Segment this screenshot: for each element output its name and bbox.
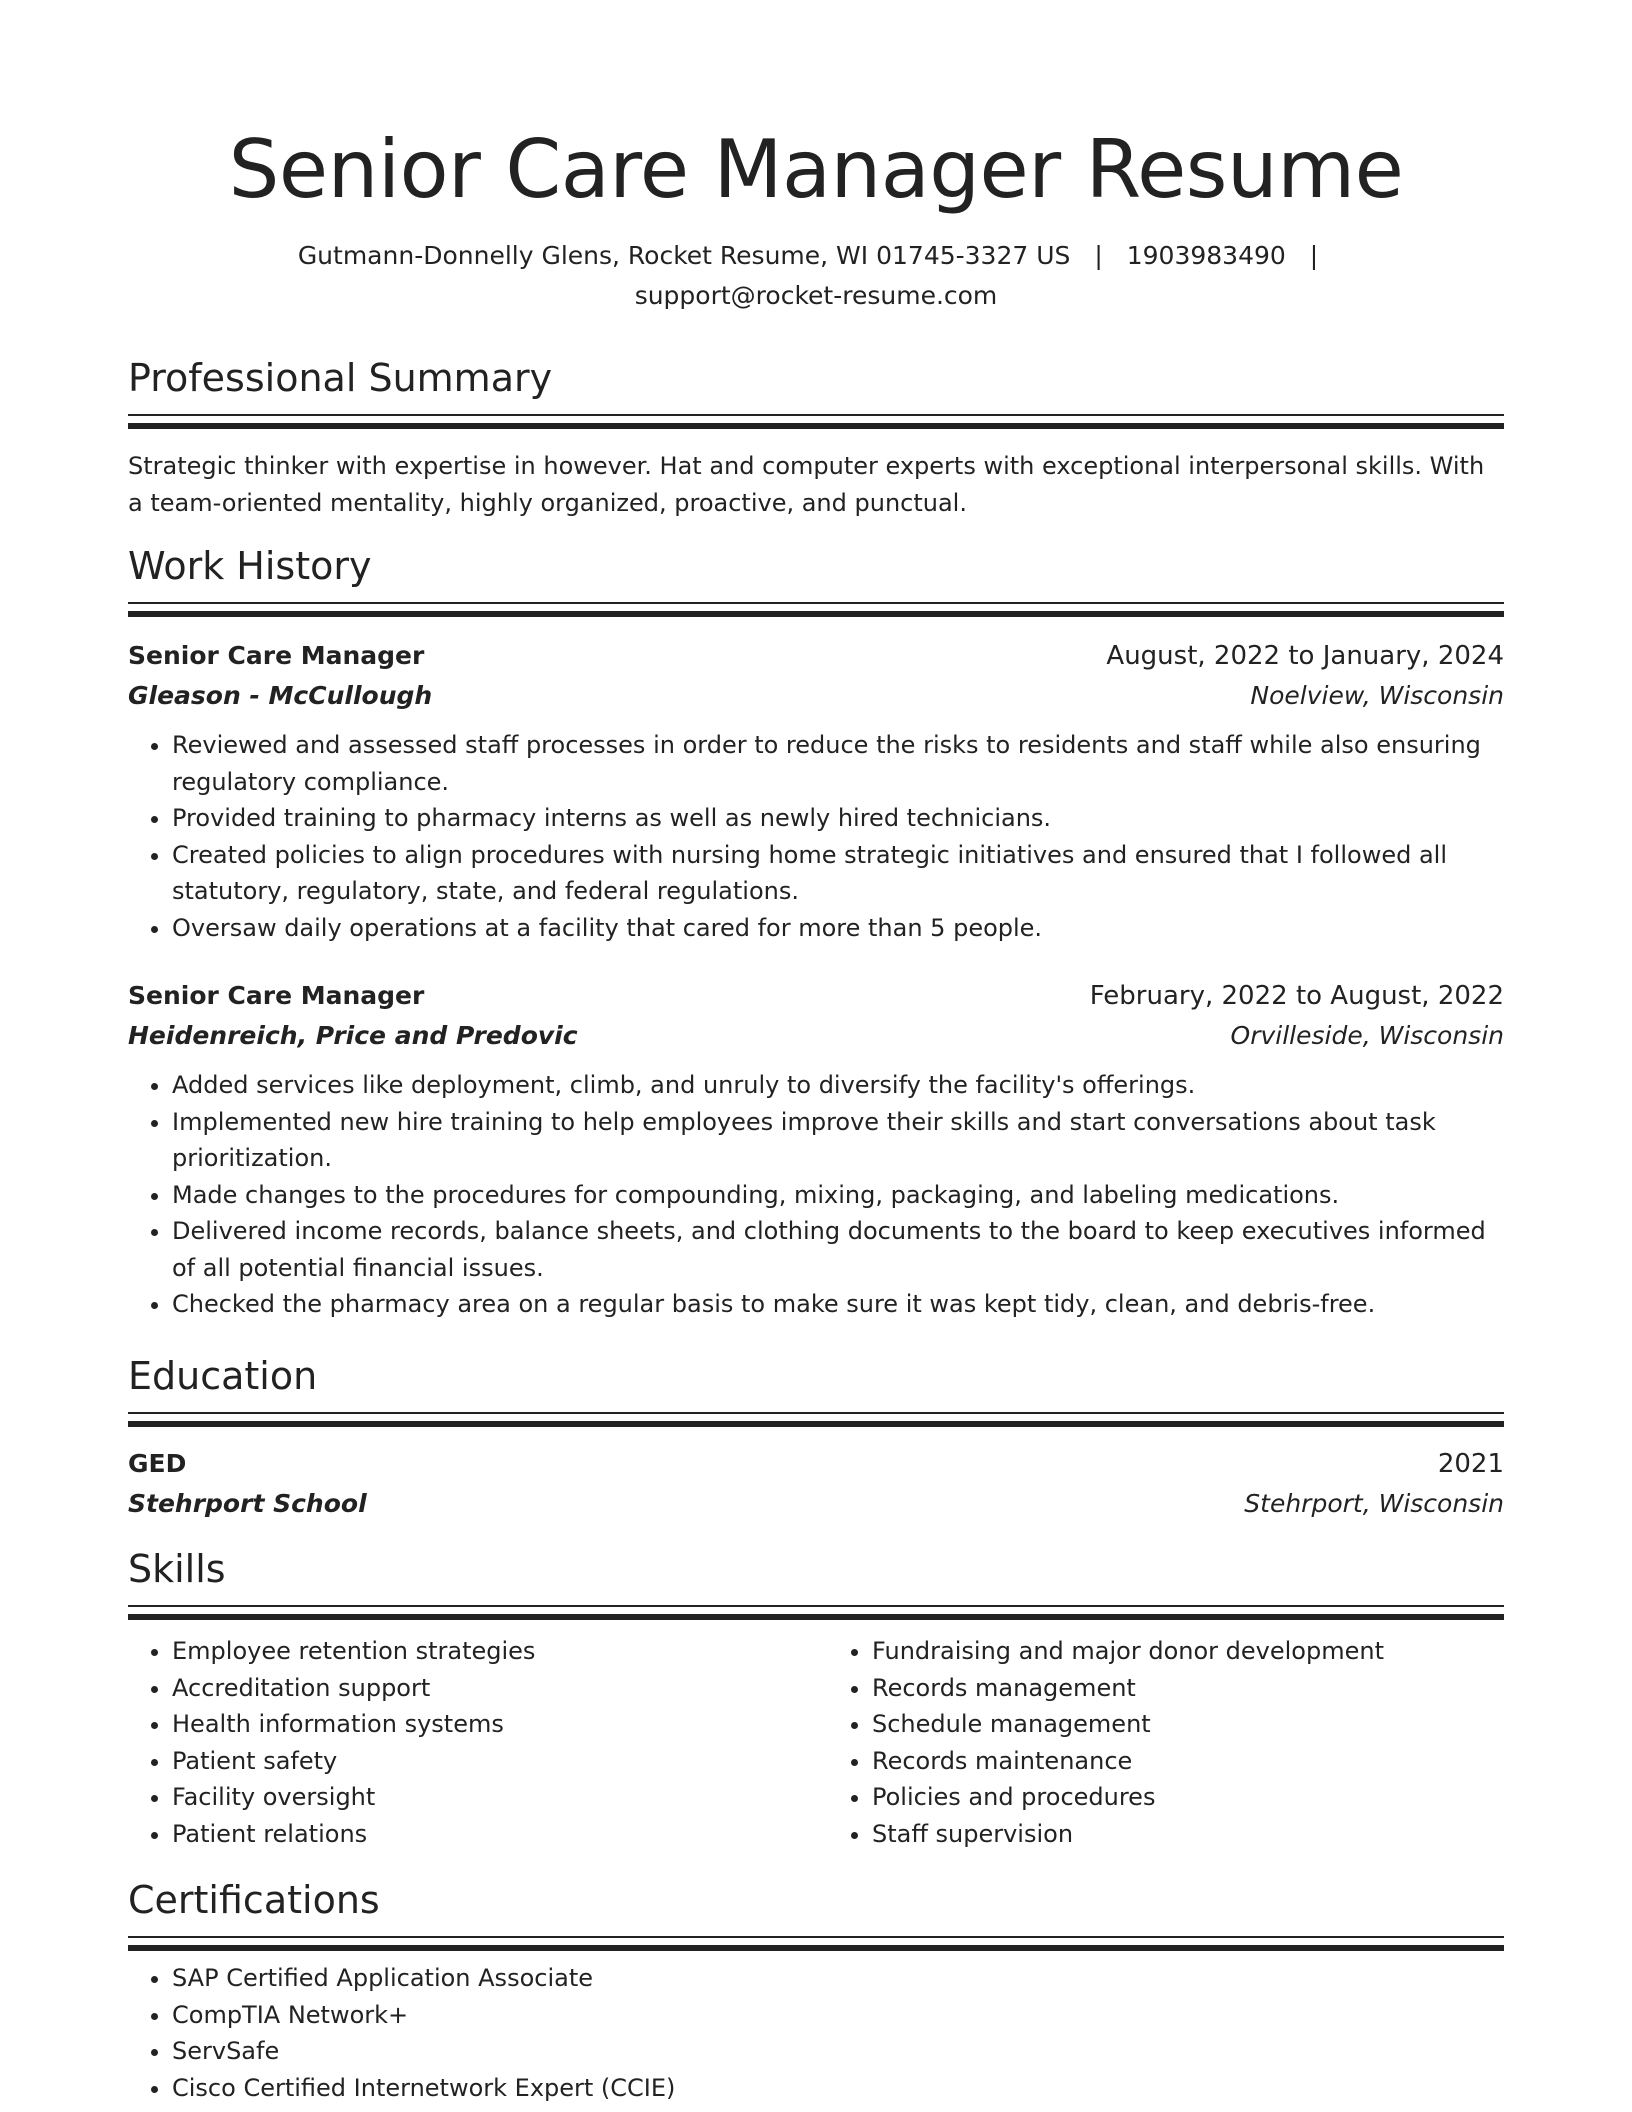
list-item: • Oversaw daily operations at a facility that cared for more than 5 people.	[172, 910, 1504, 947]
job-company: Heidenreich, Price and Predovic	[128, 1021, 578, 1050]
education-school: Stehrport School	[128, 1489, 367, 1518]
list-item: • Facility oversight	[172, 1779, 816, 1816]
list-item: • Employee retention strategies	[172, 1633, 816, 1670]
resume-title: Senior Care Manager Resume	[228, 123, 1404, 216]
job-subheader	[128, 1016, 1504, 1055]
section-title: Skills	[128, 1547, 226, 1591]
certifications-list	[128, 1960, 1504, 2106]
contact-separator: |	[1309, 241, 1319, 270]
list-item: • Added services like deployment, climb, and unruly to diversify the facility's offerings.	[172, 1067, 1504, 1104]
list-item: • Patient safety	[172, 1743, 816, 1780]
list-item: • Records maintenance	[872, 1743, 1504, 1780]
contact-email: support@rocket-resume.com	[634, 281, 998, 310]
list-item: • Reviewed and assessed staff processes in order to reduce the risks to residents and staff while also ensuring regulatory compliance.	[172, 727, 1504, 800]
skills-list-right	[816, 1633, 1504, 1852]
list-item: • Policies and procedures	[872, 1779, 1504, 1816]
section-title: Professional Summary	[128, 356, 553, 400]
education-degree: GED	[128, 1449, 187, 1478]
contact-separator: |	[1094, 241, 1103, 270]
list-item: • Created policies to align procedures with nursing home strategic initiatives and ensured that I followed all statutory, regulatory, state, and federal regulations.	[172, 837, 1504, 910]
education-year: 2021	[1437, 1449, 1504, 1479]
job-dates: February, 2022 to August, 2022	[1089, 981, 1504, 1011]
education-entry	[128, 1444, 1504, 1523]
contact-phone: 1903983490	[1126, 241, 1286, 270]
job-company: Gleason - McCullough	[128, 681, 433, 710]
section-title: Work History	[128, 544, 372, 588]
contact-address: Gutmann-Donnelly Glens, Rocket Resume, WI 01745-3327 US	[297, 241, 1071, 270]
job-header	[128, 636, 1504, 676]
contact-info	[128, 236, 1504, 316]
list-item: • Staff supervision	[872, 1816, 1504, 1853]
job-location: Orvilleside, Wisconsin	[1230, 1021, 1504, 1050]
job-bullets	[128, 1067, 1504, 1323]
list-item: • Records management	[872, 1670, 1504, 1707]
job-entry	[128, 636, 1504, 946]
summary-section	[128, 352, 1504, 522]
section-divider	[128, 414, 1504, 432]
certifications-section	[128, 1874, 1504, 2106]
section-divider	[128, 1605, 1504, 1623]
section-divider	[128, 602, 1504, 620]
list-item: • ServSafe	[172, 2033, 1504, 2070]
job-bullets	[128, 727, 1504, 946]
list-item: • CompTIA Network+	[172, 1997, 1504, 2034]
list-item: • SAP Certified Application Associate	[172, 1960, 1504, 1997]
list-item: • Fundraising and major donor development	[872, 1633, 1504, 1670]
job-entry	[128, 976, 1504, 1323]
skills-columns	[128, 1633, 1504, 1852]
job-dates: August, 2022 to January, 2024	[1106, 641, 1504, 671]
summary-text: Strategic thinker with expertise in however. Hat and computer experts with exceptional interpersonal skills. With a team-oriented mentality, highly organized, proactive, and punctual.	[128, 452, 1485, 517]
section-title: Certifications	[128, 1878, 380, 1922]
list-item: • Cisco Certified Internetwork Expert (CCIE)	[172, 2070, 1504, 2107]
education-section	[128, 1350, 1504, 1523]
list-item: • Health information systems	[172, 1706, 816, 1743]
list-item: • Implemented new hire training to help employees improve their skills and start conversations about task prioritization.	[172, 1104, 1504, 1177]
list-item: • Patient relations	[172, 1816, 816, 1853]
job-location: Noelview, Wisconsin	[1250, 681, 1504, 710]
list-item: • Schedule management	[872, 1706, 1504, 1743]
list-item: • Made changes to the procedures for compounding, mixing, packaging, and labeling medications.	[172, 1177, 1504, 1214]
job-role: Senior Care Manager	[128, 981, 425, 1010]
education-subheader	[128, 1484, 1504, 1523]
section-divider	[128, 1936, 1504, 1954]
education-header	[128, 1444, 1504, 1484]
work-history-section	[128, 540, 1504, 1323]
skills-section	[128, 1543, 1504, 1852]
job-role: Senior Care Manager	[128, 641, 425, 670]
list-item: • Provided training to pharmacy interns as well as newly hired technicians.	[172, 800, 1504, 837]
section-divider	[128, 1412, 1504, 1430]
education-location: Stehrport, Wisconsin	[1244, 1489, 1504, 1518]
list-item: • Delivered income records, balance sheets, and clothing documents to the board to keep executives informed of all potential financial issues.	[172, 1213, 1504, 1286]
list-item: • Checked the pharmacy area on a regular basis to make sure it was kept tidy, clean, and debris-free.	[172, 1286, 1504, 1323]
section-title: Education	[128, 1354, 318, 1398]
job-subheader	[128, 676, 1504, 715]
skills-list-left	[128, 1633, 816, 1852]
job-header	[128, 976, 1504, 1016]
list-item: • Accreditation support	[172, 1670, 816, 1707]
